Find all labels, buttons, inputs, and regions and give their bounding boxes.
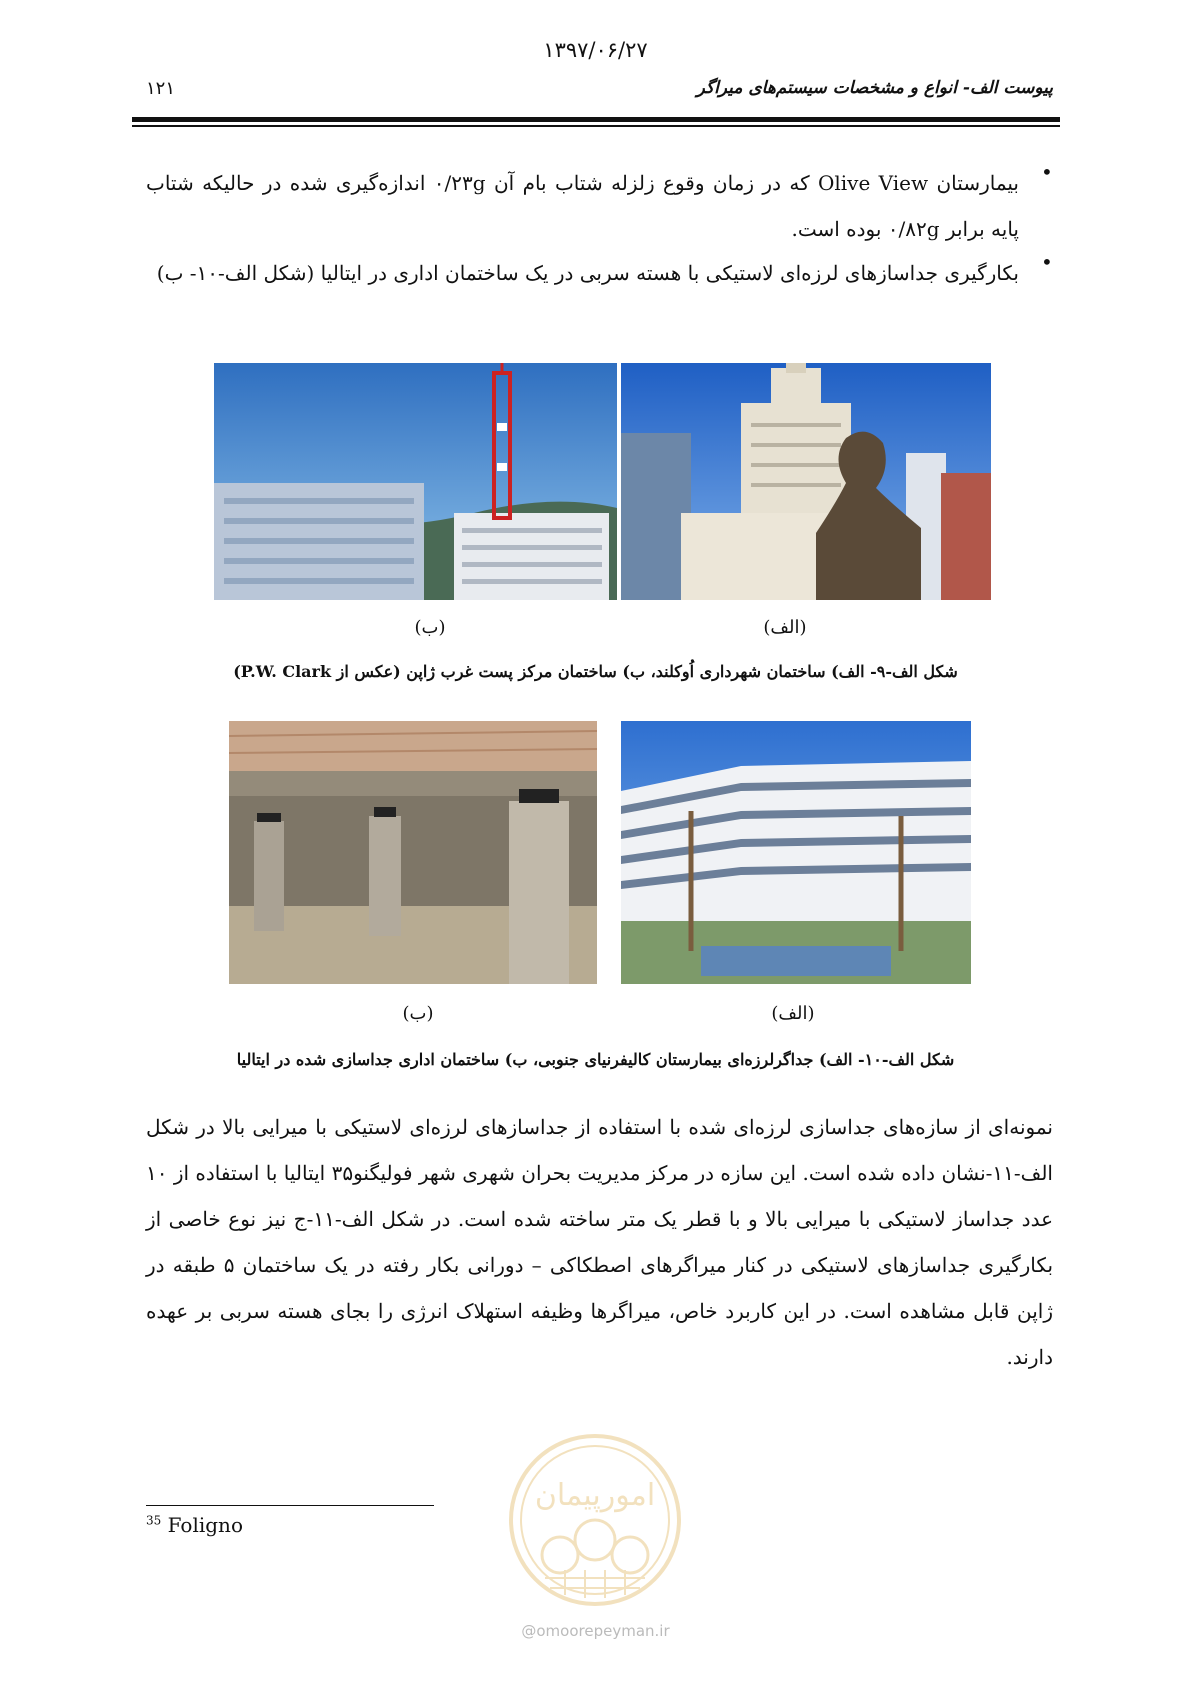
photo-oakland-city-hall [621, 363, 991, 600]
body-paragraph: نمونه‌ای از سازه‌های جداسازی لرزه‌ای شده با استفاده از جداسازهای لرزه‌ای لاستیکی با میرایی بالا در شکل الف-۱۱-نشان داده شده است. این سازه در مرکز مدیریت بحران شهری شهر فولیگنو۳۵ ایتالیا با استفاده از ۱۰ عدد جداساز لاستیکی با میرایی بالا و با قطر یک متر ساخته شده است. در شکل الف-۱۱-ج نیز نوع خاصی از بکارگیری جداسازهای لاستیکی در کنار میراگرهای اصطکاکی – دورانی بکار رفته در یک ساختمان ۵ طبقه در ژاپن قابل مشاهده است. در این کاربرد خاص، میراگرها وظیفه استهلاک انرژی را بجای هسته سربی بر عهده دارند. [146, 1115, 1054, 1369]
footnote-rule [146, 1505, 434, 1506]
watermark-logo-text: امورپیمان [534, 1478, 656, 1513]
header-rule-thin [132, 125, 1060, 127]
photo-southern-california-hospital [621, 721, 971, 984]
bullet-icon: • [1041, 160, 1053, 184]
footnote-number: 35 [146, 1513, 162, 1528]
page-number: ۱۲۱ [146, 78, 176, 99]
figure10-caption: شکل الف-۱۰- الف) جداگرلرزه‌ای بیمارستان کالیفرنیای جنوبی، ب) ساختمان اداری جداسازی شده در ایتالیا [236, 1050, 955, 1069]
figure10-label-b: (ب) [402, 1003, 434, 1024]
photo-italy-isolator-basement [229, 721, 597, 984]
footnote [146, 1513, 243, 1537]
bullet-item-olive-view: بیمارستان Olive View که در زمان وقوع زلزله شتاب بام آن ۰/۲۳g اندازه‌گیری شده در حالیکه شتاب پایه برابر ۰/۸۲g بوده است. [146, 171, 1019, 241]
figure9-label-b: (ب) [414, 617, 446, 638]
photo-west-japan-postal-center [214, 363, 617, 600]
header-rule-thick [132, 117, 1060, 122]
figure9-caption: شکل الف-۹- الف) ساختمان شهرداری اُوکلند، ب) ساختمان مرکز پست غرب ژاپن (عکس از P.W. Clark) [233, 662, 958, 681]
figure10-label-a: (الف) [771, 1003, 815, 1024]
watermark-logo-icon [505, 1430, 685, 1610]
bullet-icon: • [1041, 250, 1053, 274]
running-header-title: پیوست الف- انواع و مشخصات سیستم‌های میراگر [696, 78, 1053, 98]
page-date: ۱۳۹۷/۰۶/۲۷ [543, 38, 648, 62]
figure9-label-a: (الف) [763, 617, 807, 638]
watermark-site: @omoorepeyman.ir [521, 1622, 670, 1640]
footnote-text: Foligno [167, 1513, 243, 1537]
bullet-item-italy-office: بکارگیری جداسازهای لرزه‌ای لاستیکی با هسته سربی در یک ساختمان اداری در ایتالیا (شکل الف-۱۰- ب) [156, 261, 1019, 285]
